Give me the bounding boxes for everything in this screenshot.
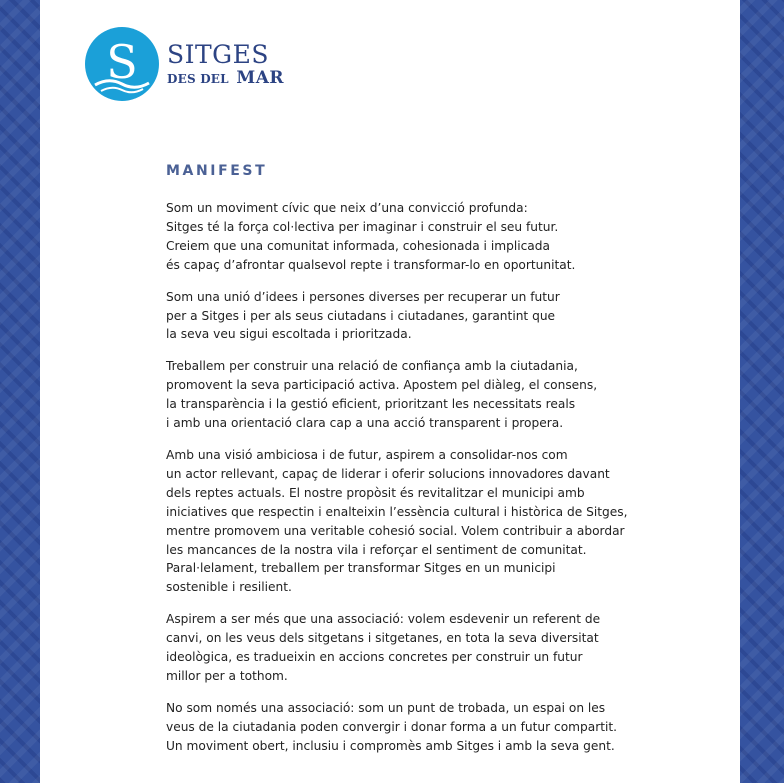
paragraph-line: Un moviment obert, inclusiu i compromès amb Sitges i amb la seva gent.	[166, 738, 615, 753]
paragraph-line: millor per a tothom.	[166, 668, 288, 683]
paragraph-line: mentre promovem una veritable cohesió social. Volem contribuir a abordar	[166, 523, 625, 538]
paragraph-line: un actor rellevant, capaç de liderar i oferir solucions innovadores davant	[166, 466, 610, 481]
manifest-paragraph-3	[166, 357, 686, 433]
paragraph-line: és capaç d’afrontar qualsevol repte i transformar-lo en oportunitat.	[166, 257, 576, 272]
paragraph-line: veus de la ciutadania poden convergir i donar forma a un futur compartit.	[166, 719, 618, 734]
paragraph-line: Amb una visió ambiciosa i de futur, aspirem a consolidar-nos com	[166, 447, 568, 462]
manifest-paragraph-6	[166, 699, 686, 756]
manifest-content	[166, 162, 686, 769]
manifest-paragraph-4	[166, 446, 686, 597]
paragraph-line: i amb una orientació clara cap a una acció transparent i propera.	[166, 416, 564, 431]
manifest-paragraph-1	[166, 199, 686, 275]
logo-tagline	[167, 68, 284, 88]
paragraph-line: promovent la seva participació activa. Apostem pel diàleg, el consens,	[166, 378, 598, 393]
paragraph-line: Som una unió d’idees i persones diverses per recuperar un futur	[166, 289, 560, 304]
sitges-logo	[85, 27, 285, 103]
manifest-paragraph-5	[166, 610, 686, 686]
logo-tagline-big: MAR	[236, 68, 285, 88]
document-page	[40, 0, 740, 783]
paragraph-line: canvi, on les veus dels sitgetans i sitgetanes, en tota la seva diversitat	[166, 631, 599, 646]
manifest-paragraph-2	[166, 288, 686, 345]
paragraph-line: Sitges té la força col·lectiva per imaginar i construir el seu futur.	[166, 219, 559, 234]
paragraph-line: Treballem per construir una relació de confiança amb la ciutadania,	[166, 359, 578, 374]
paragraph-line: Creiem que una comunitat informada, cohesionada i implicada	[166, 238, 550, 253]
paragraph-line: No som només una associació: som un punt de trobada, un espai on les	[166, 700, 606, 715]
paragraph-line: ideològica, es tradueixin en accions concretes per construir un futur	[166, 650, 583, 665]
paragraph-line: per a Sitges i per als seus ciutadans i ciutadanes, garantint que	[166, 308, 556, 323]
paragraph-line: dels reptes actuals. El nostre propòsit és revitalitzar el municipi amb	[166, 485, 585, 500]
paragraph-line: la seva veu sigui escoltada i prioritzada.	[166, 327, 412, 342]
paragraph-line: Paral·lelament, treballem per transformar Sitges en un municipi	[166, 561, 556, 576]
paragraph-line: Som un moviment cívic que neix d’una convicció profunda:	[166, 201, 528, 215]
paragraph-line: sostenible i resilient.	[166, 580, 292, 595]
logo-title: SITGES	[167, 40, 270, 69]
paragraph-line: la transparència i la gestió eficient, prioritzant les necessitats reals	[166, 397, 576, 412]
logo-letter: S	[106, 35, 138, 89]
paragraph-line: Aspirem a ser més que una associació: volem esdevenir un referent de	[166, 612, 601, 627]
paragraph-line: iniciatives que respectin i enalteixin l’essència cultural i històrica de Sitges,	[166, 504, 628, 519]
logo-tagline-small: DES DEL	[167, 72, 229, 86]
manifest-heading: MANIFEST	[166, 163, 268, 179]
paragraph-line: les mancances de la nostra vila i reforçar el sentiment de comunitat.	[166, 542, 587, 557]
logo-circle-icon	[85, 27, 159, 101]
